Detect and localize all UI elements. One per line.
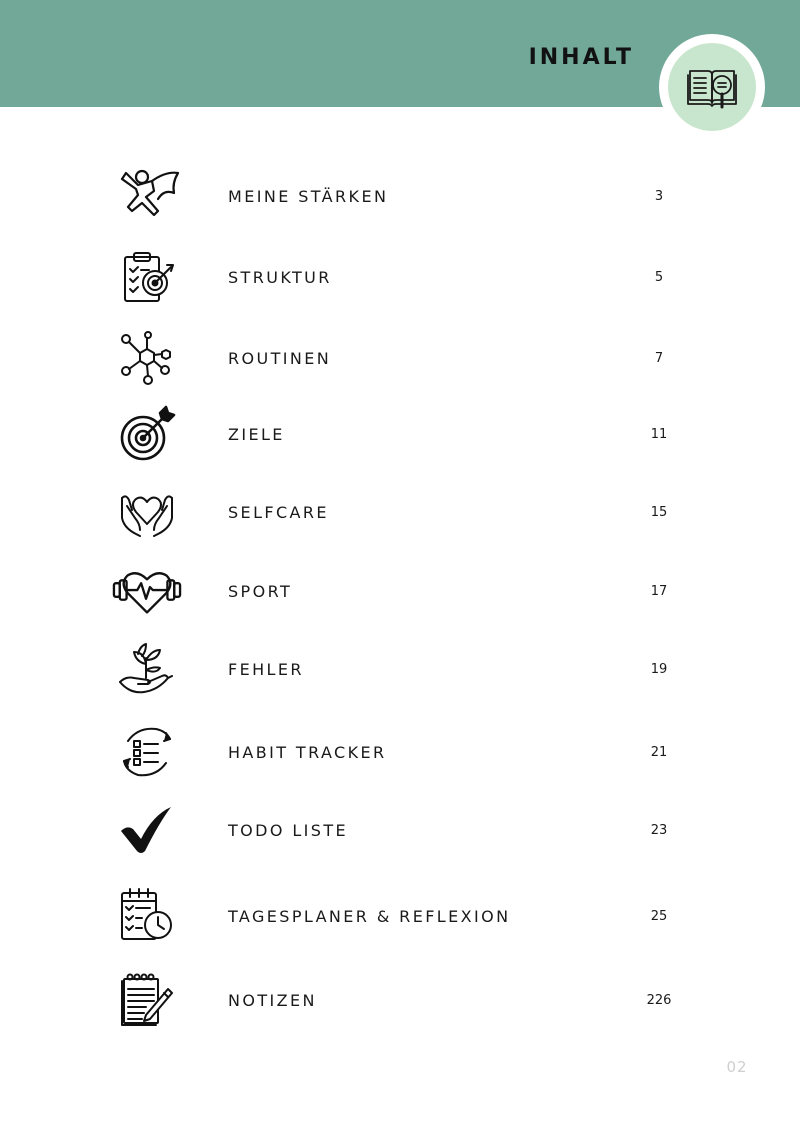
toc-item-page: 17 <box>650 584 668 599</box>
toc-item-page: 23 <box>650 823 668 838</box>
notepad-pen-icon <box>112 970 182 1030</box>
toc-item[interactable] <box>0 328 800 388</box>
toc-item[interactable] <box>0 800 800 860</box>
planner-clock-icon <box>112 886 182 946</box>
toc-item-label: FEHLER <box>228 660 304 679</box>
page-title: INHALT <box>528 45 634 70</box>
page-number: 02 <box>726 1058 748 1076</box>
toc-item-label: SPORT <box>228 582 293 601</box>
target-arrow-icon <box>112 404 182 464</box>
toc-item[interactable] <box>0 639 800 699</box>
toc-item[interactable] <box>0 166 800 226</box>
clipboard-target-icon <box>112 247 182 307</box>
toc-item-label: TODO LISTE <box>228 821 349 840</box>
toc-item[interactable] <box>0 886 800 946</box>
checkmark-icon <box>112 800 182 860</box>
toc-item-label: NOTIZEN <box>228 991 317 1010</box>
toc-item-page: 19 <box>650 662 668 677</box>
toc-item-page: 21 <box>650 745 668 760</box>
toc-item-page: 15 <box>650 505 668 520</box>
toc-item-label: ZIELE <box>228 425 285 444</box>
toc-item-page: 5 <box>654 270 664 285</box>
toc-item-page: 11 <box>650 427 668 442</box>
toc-item-label: STRUKTUR <box>228 268 332 287</box>
toc-item[interactable] <box>0 970 800 1030</box>
toc-item[interactable] <box>0 404 800 464</box>
toc-item-label: HABIT TRACKER <box>228 743 387 762</box>
toc-item[interactable] <box>0 247 800 307</box>
toc-item[interactable] <box>0 722 800 782</box>
network-hexagon-icon <box>112 328 182 388</box>
toc-item-page: 226 <box>646 993 672 1008</box>
habit-cycle-icon <box>112 722 182 782</box>
toc-item-label: ROUTINEN <box>228 349 332 368</box>
toc-item[interactable] <box>0 561 800 621</box>
heart-dumbbell-icon <box>112 561 182 621</box>
toc-item[interactable] <box>0 482 800 542</box>
toc-item-label: TAGESPLANER & REFLEXION <box>228 907 511 926</box>
toc-item-page: 3 <box>654 189 664 204</box>
toc-item-label: SELFCARE <box>228 503 329 522</box>
hands-heart-icon <box>112 482 182 542</box>
toc-item-page: 25 <box>650 909 668 924</box>
toc-item-label: MEINE STÄRKEN <box>228 187 389 206</box>
hand-sprout-icon <box>112 639 182 699</box>
toc-item-page: 7 <box>654 351 664 366</box>
superhero-icon <box>112 166 182 226</box>
